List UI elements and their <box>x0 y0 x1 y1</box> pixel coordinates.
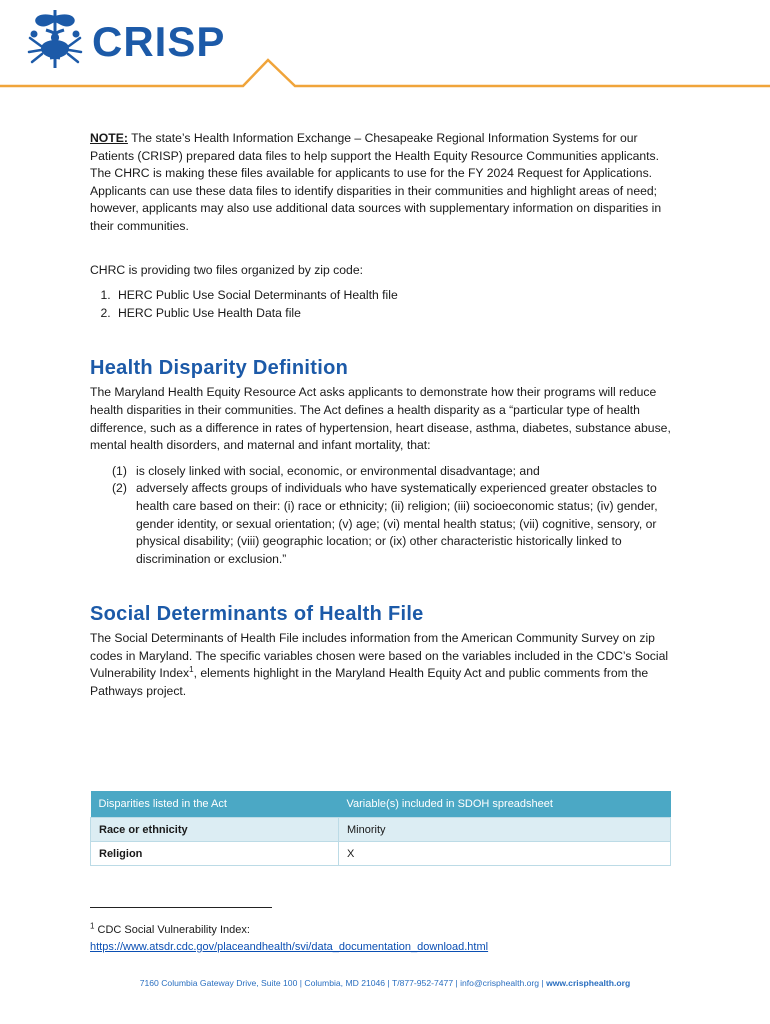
disparity-paragraph: The Maryland Health Equity Resource Act asks applicants to demonstrate how their programs will reduce health disparities in their communities. The Act defines a health disparity as a “particular type of health difference, such as a difference in rates of hypertension, heart disease, asthma, diabetes, substance abuse, mental health disorders, and maternal and infant mortality, that: <box>90 385 671 453</box>
note-label: NOTE: <box>90 131 128 145</box>
footnote-divider <box>90 907 272 908</box>
main-content <box>90 130 680 701</box>
sdoh-text-a: The Social Determinants of Health File includes information from the American Community Survey on zip codes in Maryland. The specific variables chosen were based on the variables included in the CDC’s Social Vulnerability Index <box>90 631 669 681</box>
footnote-line <box>90 922 488 939</box>
table-header-row <box>91 791 671 818</box>
list-item: 2. HERC Public Use Health Data file <box>114 305 680 323</box>
table-cell: X <box>339 842 671 866</box>
page-footer <box>0 978 770 988</box>
header-rule <box>0 56 770 96</box>
list-item <box>90 480 680 568</box>
table-row <box>91 818 671 842</box>
footnote <box>90 922 488 956</box>
note-paragraph <box>90 130 680 236</box>
table-header: Variable(s) included in SDOH spreadsheet <box>339 791 671 818</box>
table-row <box>91 842 671 866</box>
sdoh-text-b: , elements highlight in the Maryland Health Equity Act and public comments from the Pathways project. <box>90 666 649 699</box>
table-cell: Race or ethnicity <box>91 818 339 842</box>
list-item: 1. HERC Public Use Social Determinants of Health file <box>114 287 680 305</box>
footnote-ref[interactable]: 1 <box>189 665 194 675</box>
list-item-text: is closely linked with social, economic, or environmental disadvantage; and <box>136 463 540 478</box>
disparity-list <box>90 463 680 569</box>
list-item-text: adversely affects groups of individuals who have systematically experienced greater obstacles to health care based on their: (i) race or ethnicity; (ii) religion; (iii) socioeconomic status; (iv) gender, gender identity, or sexual orientation; (v) age; (vi) mental health status; (vii) cognitive, sensory, or physical disability; (viii) geographic location; or (ix) other characteristic historically linked to discrimination or exclusion.” <box>136 481 658 566</box>
footnote-link[interactable]: https://www.atsdr.cdc.gov/placeandhealth/svi/data_documentation_download.html <box>90 941 489 953</box>
sdoh-table <box>90 791 671 866</box>
table-cell: Minority <box>339 818 671 842</box>
footer-address: 7160 Columbia Gateway Drive, Suite 100 | Columbia, MD 21046 | T/877-952-7477 | info@crisphealth.org | <box>139 978 547 988</box>
footer-website-link[interactable]: www.crisphealth.org <box>546 978 631 988</box>
files-intro: CHRC is providing two files organized by zip code: <box>90 262 363 277</box>
list-marker: (1) <box>112 463 127 478</box>
footnote-mark: 1 <box>90 921 95 931</box>
footnote-text: CDC Social Vulnerability Index: <box>94 924 250 936</box>
list-marker: (2) <box>112 481 127 496</box>
page-header <box>0 0 770 100</box>
disparity-heading: Health Disparity Definition <box>90 357 349 380</box>
sdoh-paragraph <box>90 630 680 700</box>
list-item <box>90 463 680 481</box>
table-cell: Religion <box>91 842 339 866</box>
note-text: The state’s Health Information Exchange – Chesapeake Regional Information Systems for our Patients (CRISP) prepared data files to help support the Health Equity Resource Communities applicants. The CHRC is making these files available for applicants to use for the FY 2024 Request for Applications. Applicants can use these data files to identify disparities in their communities and highlight areas of need; however, applicants may also use additional data sources with supplementary information on disparities in their communities. <box>90 131 662 233</box>
table-header: Disparities listed in the Act <box>91 791 339 818</box>
files-list <box>90 287 680 322</box>
crisp-logo-text: CRISP <box>92 18 226 65</box>
sdoh-heading: Social Determinants of Health File <box>90 603 424 626</box>
